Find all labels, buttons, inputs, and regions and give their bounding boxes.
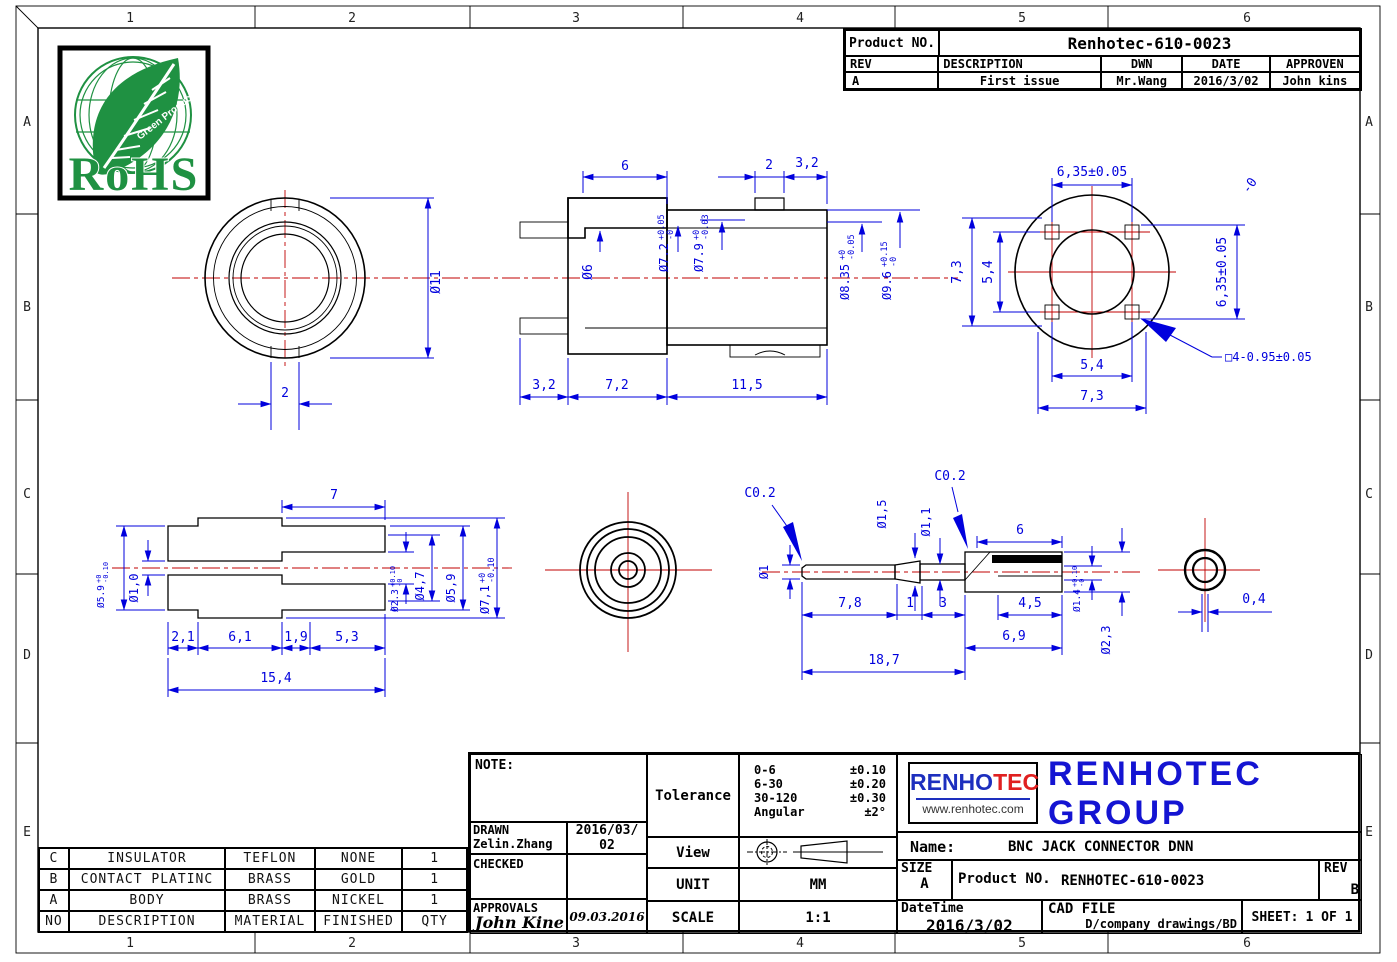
approvals-date-cell xyxy=(567,899,647,934)
dim-label: 6,1 xyxy=(228,630,252,645)
dim-label: 2 xyxy=(765,158,773,173)
zone-col-label: 5 xyxy=(1018,936,1026,951)
checked-cell xyxy=(470,854,567,899)
drawn-cell xyxy=(470,822,567,854)
dim-label: 0,4 xyxy=(1242,592,1266,607)
leader-c02-right xyxy=(934,469,968,549)
dim-tol: -0.10 xyxy=(487,557,497,583)
date-value: 2016/3/02 xyxy=(1182,72,1269,89)
tolerance-label: Tolerance xyxy=(655,787,731,804)
sheet-value: 1 OF 1 xyxy=(1305,909,1353,925)
dim-front-slot xyxy=(238,362,332,430)
rohs-title: RoHS xyxy=(68,148,200,201)
dim-label: Ø9.6 xyxy=(880,271,894,300)
dim-label: Ø1,0 xyxy=(127,573,141,603)
scale-label-cell xyxy=(647,901,739,934)
dim-label: 3,2 xyxy=(795,156,819,171)
view-flange xyxy=(950,165,1312,414)
dim-tol: -0.05 xyxy=(847,234,857,260)
dim-label: Ø2.3 xyxy=(390,589,401,612)
dim-body-d835 xyxy=(838,234,857,300)
view-insulator-section xyxy=(95,488,505,697)
zone-row-label: E xyxy=(23,825,31,840)
size-cell xyxy=(897,860,952,900)
zone-row-label: B xyxy=(1365,300,1373,315)
bom-header-cell: DESCRIPTION xyxy=(69,911,225,932)
note-cell xyxy=(470,754,647,822)
unit-label: UNIT xyxy=(676,876,710,893)
dwn-col-header: DWN xyxy=(1101,56,1182,72)
dim-label: C0.2 xyxy=(934,469,966,484)
dim-label: 1,9 xyxy=(284,630,308,645)
dim-label: 7,8 xyxy=(838,596,862,611)
table-row xyxy=(39,848,467,869)
tol-range: 0-6 xyxy=(754,763,776,777)
dim-pin-d14 xyxy=(1064,546,1102,612)
dim-label: 2,1 xyxy=(171,630,195,645)
tolerance-values-cell xyxy=(739,754,897,837)
dim-label: 5,4 xyxy=(1080,358,1104,373)
zone-row-label: A xyxy=(23,115,31,130)
table-header-row xyxy=(39,911,467,932)
dim-ins-7 xyxy=(282,488,385,520)
drawn-date-cell xyxy=(567,822,647,854)
product-no-label: Product NO. xyxy=(845,30,939,56)
leader-c02-left xyxy=(744,486,802,561)
dim-tol: +0.10 xyxy=(1071,565,1079,587)
dim-ins-d23 xyxy=(388,532,414,612)
size-label: SIZE xyxy=(901,861,933,876)
zone-col-label: 6 xyxy=(1243,936,1251,951)
dim-ring-04 xyxy=(1178,592,1272,632)
note-label: NOTE: xyxy=(475,758,515,773)
name-label: Name: xyxy=(910,838,956,856)
dim-label: 7,3 xyxy=(1080,389,1104,404)
zone-col-label: 6 xyxy=(1243,11,1251,26)
dim-label: -0 xyxy=(1239,175,1261,197)
bom-table xyxy=(38,847,468,933)
dim-tol: +0 xyxy=(838,249,848,260)
bom-cell: NICKEL xyxy=(315,890,403,911)
zone-col-label: 1 xyxy=(126,936,134,951)
view-body-section xyxy=(520,156,920,405)
zone-col-label: 2 xyxy=(348,11,356,26)
dim-label: □4-0.95±0.05 xyxy=(1225,350,1312,364)
size-value: A xyxy=(920,876,929,892)
dim-tol: +0.10 xyxy=(389,565,397,587)
sheet-cell xyxy=(1242,900,1362,934)
zone-row-label: C xyxy=(23,487,31,502)
dim-body-d96 xyxy=(880,241,899,300)
dim-label: Ø7,1 xyxy=(478,585,492,614)
drawn-name: Zelin.Zhang xyxy=(473,837,553,851)
centerlines xyxy=(112,186,1260,652)
tol-value: ±0.20 xyxy=(849,777,886,791)
dim-label: 6,9 xyxy=(1002,629,1026,644)
bom-header-cell: NO xyxy=(39,911,69,932)
dim-label: 7 xyxy=(330,488,338,503)
cad-label: CAD FILE xyxy=(1048,901,1116,917)
dim-tol: -0 xyxy=(666,229,676,240)
drawn-label: DRAWN xyxy=(473,823,510,837)
dim-label: Ø5.9 xyxy=(96,585,107,608)
unit-value-cell xyxy=(739,868,897,901)
tol-value: ±2° xyxy=(864,805,886,819)
dim-tol: -0 xyxy=(1078,578,1086,587)
dim-label: Ø7.9 xyxy=(692,243,706,272)
dim-label: 3 xyxy=(939,596,947,611)
drawn-date: 2016/03/ xyxy=(575,823,639,838)
dim-label: 5,3 xyxy=(335,630,359,645)
scale-value: 1:1 xyxy=(805,909,831,926)
tol-range: 6-30 xyxy=(754,777,783,791)
dim-label: Ø8.35 xyxy=(838,263,852,300)
dim-tol: +0.15 xyxy=(880,241,890,267)
view-label: View xyxy=(676,844,710,861)
dim-label: 2 xyxy=(281,386,289,401)
product-no-value: Renhotec-610-0023 xyxy=(939,30,1360,56)
description-col-header: DESCRIPTION xyxy=(938,56,1101,72)
approvals-label: APPROVALS xyxy=(473,901,539,915)
revision-table xyxy=(843,28,1362,91)
dim-label: 1 xyxy=(906,596,914,611)
zone-col-label: 3 xyxy=(572,936,580,951)
bom-cell: C xyxy=(39,848,69,869)
tol-value: ±0.30 xyxy=(849,791,886,805)
cad-value: D/company drawings/BD xyxy=(1085,917,1237,931)
logo-url: www.renhotec.com xyxy=(916,798,1030,816)
sheet-label: SHEET: xyxy=(1251,909,1299,925)
dim-tol: +0 xyxy=(95,574,103,583)
dim-tol: -0.10 xyxy=(102,561,110,583)
tol-range: 30-120 xyxy=(754,791,798,805)
product-label: Product NO. xyxy=(958,871,1051,887)
title-block xyxy=(468,752,1360,932)
bom-cell: CONTACT PLATINC xyxy=(69,869,225,890)
dim-label: Ø2,3 xyxy=(1099,625,1113,655)
rev-cell xyxy=(1319,860,1362,900)
approvals-signature: John Kine xyxy=(475,913,564,932)
bom-cell: 1 xyxy=(402,848,467,869)
dim-label: Ø4,7 xyxy=(413,571,427,601)
bom-cell: A xyxy=(39,890,69,911)
dim-label: Ø1,1 xyxy=(919,507,933,537)
dim-label: 6,35±0.05 xyxy=(1215,236,1230,308)
bom-cell: B xyxy=(39,869,69,890)
logo-accent: TEC xyxy=(993,769,1040,795)
tolerance-label-cell xyxy=(647,754,739,837)
zone-col-label: 4 xyxy=(796,11,804,26)
dim-pin-d15 xyxy=(875,500,915,611)
leader-flange-hole xyxy=(1140,318,1312,364)
dim-label: 5,4 xyxy=(981,260,996,284)
dwn-value: Mr.Wang xyxy=(1101,72,1182,89)
unit-value: MM xyxy=(809,876,827,893)
unit-label-cell xyxy=(647,868,739,901)
product-value: RENHOTEC-610-0023 xyxy=(1061,873,1205,889)
view-front-face xyxy=(205,198,444,430)
dim-label: 6 xyxy=(1016,523,1024,538)
rev-value: B xyxy=(1350,882,1359,898)
bom-header-cell: MATERIAL xyxy=(225,911,315,932)
bom-header-cell: FINISHED xyxy=(315,911,403,932)
dim-label: 15,4 xyxy=(260,671,292,686)
bom-header-cell: QTY xyxy=(402,911,467,932)
dim-body-bottom xyxy=(520,338,827,405)
zone-col-label: 2 xyxy=(348,936,356,951)
bom-cell: TEFLON xyxy=(225,848,315,869)
third-angle-projection-icon xyxy=(743,838,893,867)
bom-cell: INSULATOR xyxy=(69,848,225,869)
datetime-label: DateTime xyxy=(901,901,964,916)
bom-cell: GOLD xyxy=(315,869,403,890)
dim-pin-bottom xyxy=(802,582,1062,680)
zone-col-label: 3 xyxy=(572,11,580,26)
logo-main: RENHO xyxy=(910,769,994,795)
zone-col-label: 1 xyxy=(126,11,134,26)
bom-cell: 1 xyxy=(402,869,467,890)
dim-ins-d10 xyxy=(127,540,165,602)
dim-label: Ø5,9 xyxy=(444,573,458,603)
dim-label: Ø1.4 xyxy=(1072,589,1083,612)
dim-label: 6 xyxy=(621,159,629,174)
dim-body-d72 xyxy=(657,214,676,272)
name-value: BNC JACK CONNECTOR DNN xyxy=(1008,839,1194,855)
dim-pin-6 xyxy=(977,523,1062,548)
view-label-cell xyxy=(647,837,739,868)
table-row xyxy=(39,869,467,890)
table-row xyxy=(39,890,467,911)
dim-label: Ø1,5 xyxy=(875,499,889,529)
dim-label: 7,3 xyxy=(950,260,965,284)
dim-body-d79 xyxy=(692,214,711,272)
zone-col-label: 5 xyxy=(1018,11,1026,26)
bom-cell: BRASS xyxy=(225,890,315,911)
rev-col-header: REV xyxy=(845,56,938,72)
approvals-cell xyxy=(470,899,567,934)
zone-row-label: E xyxy=(1365,825,1373,840)
dim-label: 7,2 xyxy=(605,378,629,393)
tol-value: ±0.10 xyxy=(849,763,886,777)
datetime-value: 2016/3/02 xyxy=(926,916,1013,934)
dim-label: 11,5 xyxy=(731,378,763,393)
bom-cell: BRASS xyxy=(225,869,315,890)
checked-label: CHECKED xyxy=(473,857,524,871)
name-cell xyxy=(897,832,1362,860)
dim-label: 6,35±0.05 xyxy=(1056,165,1128,180)
dim-label: 4,5 xyxy=(1018,596,1042,611)
bom-cell: NONE xyxy=(315,848,403,869)
dim-label: Ø6 xyxy=(581,264,596,280)
brand-cell xyxy=(897,754,1362,832)
view-pin-front xyxy=(1178,550,1272,632)
tol-range: Angular xyxy=(754,805,805,819)
drawn-date2: 02 xyxy=(599,838,615,853)
datetime-cell xyxy=(897,900,1042,934)
approven-value: John kins xyxy=(1270,72,1360,89)
dim-tol: +0.05 xyxy=(657,214,667,240)
dim-label: Ø7.2 xyxy=(657,243,671,272)
dim-body-2-32 xyxy=(718,156,827,204)
dim-tol: -0 xyxy=(396,578,404,587)
product-cell xyxy=(952,860,1319,900)
dim-tol: -0 xyxy=(889,256,899,267)
dim-label: C0.2 xyxy=(744,486,776,501)
rohs-subtitle: Green Product xyxy=(135,90,197,143)
zone-row-label: C xyxy=(1365,487,1373,502)
renhotec-logo xyxy=(908,762,1038,824)
view-contact-pin xyxy=(744,469,1130,680)
dim-label: Ø1 xyxy=(757,564,771,580)
bom-cell: 1 xyxy=(402,890,467,911)
zone-row-label: D xyxy=(23,648,31,663)
approvals-date: 09.03.2016 xyxy=(569,909,645,924)
dim-tol: +0 xyxy=(692,229,702,240)
date-col-header: DATE xyxy=(1182,56,1269,72)
dim-ins-bottom xyxy=(168,614,385,697)
zone-row-label: A xyxy=(1365,115,1373,130)
rev-label: REV xyxy=(1324,861,1348,876)
scale-value-cell xyxy=(739,901,897,934)
zone-row-label: B xyxy=(23,300,31,315)
dim-label: 3,2 xyxy=(532,378,556,393)
dim-tol: +0 xyxy=(478,572,488,583)
cad-file-cell xyxy=(1042,900,1242,934)
dim-label: 18,7 xyxy=(868,653,900,668)
company-name: RENHOTEC GROUP xyxy=(1048,755,1263,832)
rev-value: A xyxy=(845,72,938,89)
view-symbol-cell xyxy=(739,837,897,868)
description-value: First issue xyxy=(938,72,1101,89)
rohs-logo xyxy=(60,48,208,201)
zone-row-label: D xyxy=(1365,648,1373,663)
bom-cell: BODY xyxy=(69,890,225,911)
zone-col-label: 4 xyxy=(796,936,804,951)
checked-date-cell xyxy=(567,854,647,899)
scale-label: SCALE xyxy=(671,909,715,926)
dim-tol: -0.03 xyxy=(701,214,711,240)
dim-label: Ø11 xyxy=(429,270,444,294)
approven-col-header: APPROVEN xyxy=(1270,56,1360,72)
